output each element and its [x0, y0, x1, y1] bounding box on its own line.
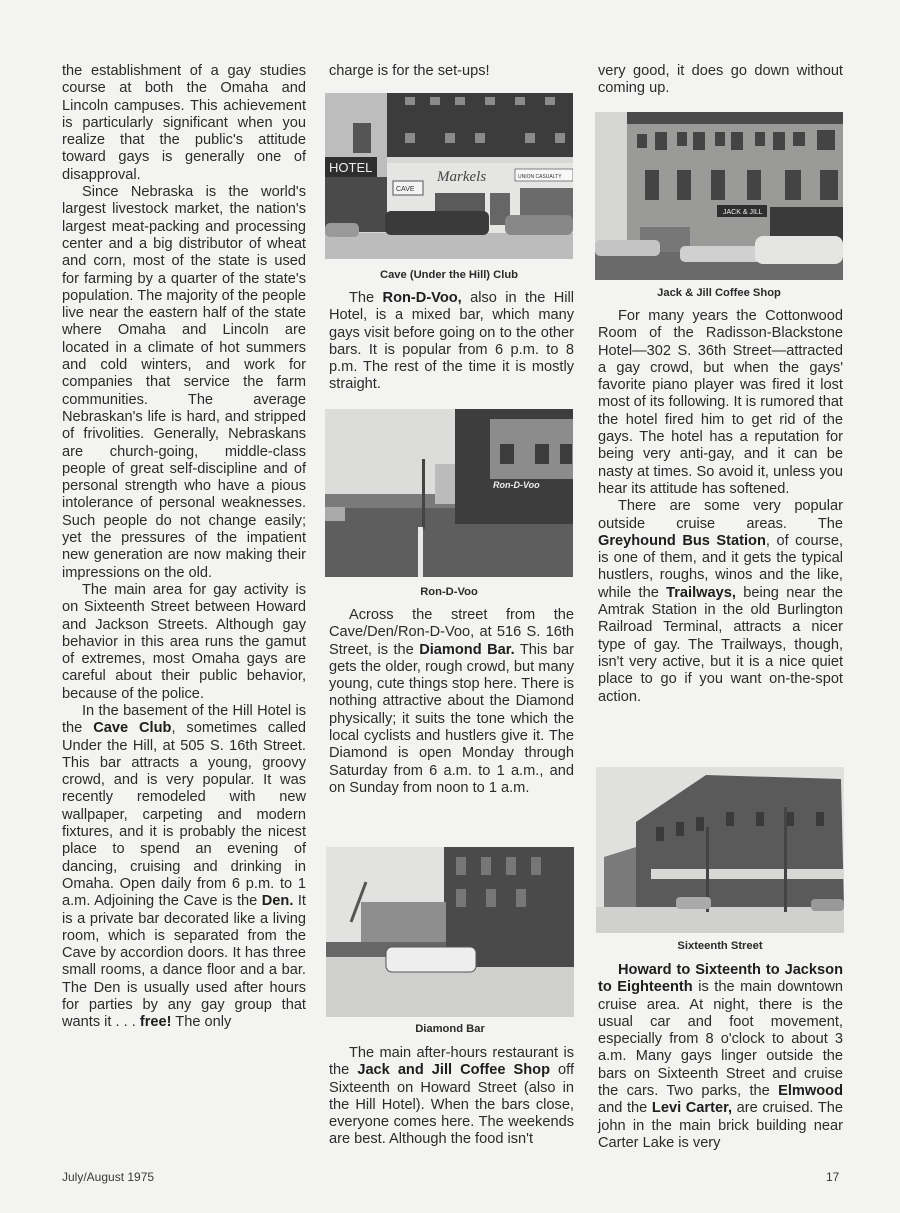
article-column-3-part-2	[598, 308, 843, 706]
venue-name: Greyhound Bus Station	[598, 532, 766, 549]
paragraph	[62, 703, 306, 1032]
text: off Sixteenth on Howard Street (also in the Hill Hotel). When the bars close, everyone comes here. The weekends are best. Although the food isn't	[329, 1062, 575, 1148]
text: , sometimes called Under the Hill, at 505 S. 16th Street. This bar attracts a young, groovy crowd, and is very popular. It was recently remodeled with new wallpaper, carpeting and modern fixtures, and it is probably the nicest place to spend an evening of dancing, cruising and drinking in Omaha. Open daily from 6 p.m. to 1 a.m. Adjoining the Cave is the	[62, 720, 306, 910]
photo-caption: Sixteenth Street	[677, 940, 763, 952]
paragraph	[598, 498, 843, 706]
text: and the	[598, 1100, 652, 1117]
venue-name: Diamond Bar.	[419, 641, 515, 658]
paragraph: the establishment of a gay studies course at both the Omaha and Lincoln campuses. This achievement is particularly significant when you realize that the public's attitude toward gays is generally one of disapproval.	[62, 63, 306, 183]
paragraph	[598, 962, 843, 1152]
cruise-route: Howard to Sixteenth to Jackson to Eighteenth	[598, 962, 843, 996]
text: The main after-hours restaurant is the	[329, 1045, 574, 1079]
page-number: 17	[826, 1170, 840, 1184]
venue-name: Jack and Jill Coffee Shop	[357, 1062, 551, 1079]
text: The	[349, 290, 383, 306]
paragraph: The main area for gay activity is on Sixteenth Street between Howard and Jackson Streets. Although gay behavior in this area runs the gamut of extremes, most Omaha gays are careful about their public behavior, because of the police.	[62, 581, 306, 702]
text: It is a private bar decorated like a living room, which is separated from the Cave by accordion doors. It has three small rooms, a dance floor and a bar. The Den is usually used after hours for parties by any gay group that wants it . . .	[62, 893, 306, 1031]
text: , of course, is one of them, and it gets the typical hustlers, roughs, winos and the like, while the	[598, 532, 843, 601]
paragraph: For many years the Cottonwood Room of the Radisson-Blackstone Hotel—302 S. 36th Street—attracted a gay crowd, but when the gays' favorite piano player was fired it lost most of its following. It is rumored that the hotel fired him to get rid of the gays. The hotel has a reputation for being very anti-gay, and it can be nasty at times. So avoid it, unless you hear its attitude has softened.	[598, 308, 843, 497]
article-column-1	[62, 63, 306, 1032]
sign-ron-d-voo: Ron-D-Voo	[493, 480, 540, 490]
paragraph	[329, 1045, 574, 1149]
text: This bar gets the older, rough crowd, but many young, cute things stop here. There is nothing attractive about the Diamond physically; it suits the tone which the local cyclists and hustlers give it. The Diamond is open Monday through Saturday from 6 a.m. to 1 a.m., and on Sunday from noon to 1 a.m.	[329, 641, 575, 796]
photo-cave-club	[325, 93, 573, 259]
text: also in the Hill Hotel, is a mixed bar, which many gays visit before going on to the other bars. It is popular from 6 p.m. to 8 p.m. The rest of the time it is mostly straight.	[329, 290, 574, 393]
text: The only	[171, 1014, 232, 1031]
photo-caption: Jack & Jill Coffee Shop	[657, 287, 781, 299]
article-column-2-part-4	[329, 1045, 574, 1149]
article-column-3-part-3	[598, 962, 843, 1152]
photo-diamond-bar	[326, 847, 574, 1017]
paragraph: Since Nebraska is the world's largest livestock market, the nation's largest meat-packing and processing center and a big distributor of wheat and corn, most of the state is used for farming by a quarter of the state's population. The majority of the people live near the eastern half of the state where Omaha and Lincoln are located in a climate of hot summers and cold winters, and work for companies that service the farm communities. The average Nebraskan's life is hard, and stripped of frivolities. Generally, Nebraskans are church-going, middle-class people of great self-discipline and of personal strength who have a pious intolerance of personal weaknesses. Such people do not change easily; yet the pressures of the impatient new generation are now making their impressions on the old.	[62, 184, 306, 581]
article-column-2-part-2	[329, 290, 574, 394]
article-column-2	[329, 63, 574, 80]
photo-caption: Ron-D-Voo	[420, 586, 478, 598]
emphasis: free!	[139, 1014, 172, 1031]
text: are cruised. The john in the main brick building near Carter Lake is very	[598, 1100, 844, 1151]
venue-name: Cave Club	[93, 720, 172, 737]
photo-ron-d-voo	[325, 409, 573, 577]
article-column-2-part-3	[329, 607, 574, 797]
photo-caption: Diamond Bar	[415, 1023, 485, 1035]
paragraph	[329, 290, 574, 394]
photo-sixteenth-street	[596, 767, 844, 933]
text: In the basement of the Hill Hotel is the	[62, 702, 306, 737]
venue-name: Trailways,	[666, 584, 736, 601]
sign-jack-and-jill: JACK & JILL	[723, 209, 763, 216]
sign-cave: CAVE	[396, 186, 415, 193]
text: being near the Amtrak Station in the old Burlington Railroad Terminal, attracts a nicer type of gay. The Trailways, though, isn't very active, but it is a nice quiet place to go if you want on-the-spot action.	[598, 584, 844, 705]
text: Across the street from the Cave/Den/Ron-D-Voo, at 516 S. 16th Street, is the	[329, 607, 574, 658]
sign-hotel: HOTEL	[329, 160, 373, 175]
park-name: Elmwood	[778, 1083, 843, 1100]
venue-name: Ron-D-Voo,	[382, 290, 462, 306]
photo-caption: Cave (Under the Hill) Club	[380, 269, 518, 281]
sign-markels: Markels	[437, 169, 487, 185]
paragraph	[329, 607, 574, 797]
text: There are some very popular outside cruise areas. The	[598, 498, 843, 532]
text: is the main downtown cruise area. At night, there is the usual car and foot movement, especially from 8 o'clock to about 3 a.m. Many gays linger outside the bars on Sixteenth Street and cruise the cars. Two parks, the	[598, 979, 843, 1100]
paragraph: very good, it does go down without coming up.	[598, 63, 843, 97]
photo-jack-and-jill	[595, 112, 843, 280]
article-column-3	[598, 63, 843, 98]
issue-date: July/August 1975	[62, 1170, 155, 1184]
sign-union-casualty: UNION CASUALTY	[518, 174, 562, 180]
venue-name: Den.	[261, 893, 294, 910]
paragraph: charge is for the set-ups!	[329, 63, 490, 79]
park-name: Levi Carter,	[651, 1100, 733, 1117]
